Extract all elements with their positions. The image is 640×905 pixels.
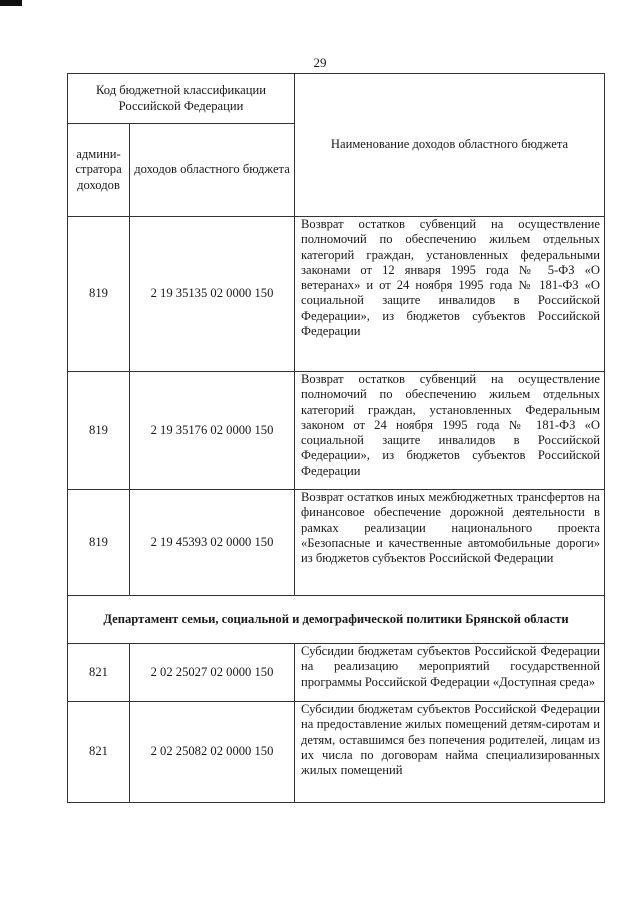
revenue-name-cell: Возврат остатков иных межбюджетных трансфертов на финансовое обеспечение дорожной деятельности в рамках реализации национального проекта «Безопасные и качественные автомобильные дороги» из бюджетов субъектов Российской Федерации	[295, 490, 605, 596]
table-row	[68, 490, 605, 596]
table-row	[68, 217, 605, 372]
scan-corner-mark	[0, 0, 22, 6]
revenue-code-cell: 2 02 25082 02 0000 150	[130, 702, 295, 803]
admin-code-cell: 819	[68, 372, 130, 490]
revenue-code-cell: 2 19 45393 02 0000 150	[130, 490, 295, 596]
table-row	[68, 702, 605, 803]
revenue-name-cell: Субсидии бюджетам субъектов Российской Федерации на предоставление жилых помещений детям-сиротам и детям, оставшимся без попечения родителей, лицам из их числа по договорам найма специализированных жилых помещений	[295, 702, 605, 803]
header-code-group: Код бюджетной классификации Российской Федерации	[68, 74, 295, 124]
admin-code-cell: 821	[68, 702, 130, 803]
revenue-code-cell: 2 19 35135 02 0000 150	[130, 217, 295, 372]
revenue-code-cell: 2 19 35176 02 0000 150	[130, 372, 295, 490]
admin-code-cell: 819	[68, 490, 130, 596]
table-header-row	[68, 74, 605, 124]
budget-classification-table	[67, 73, 605, 803]
revenue-code-cell: 2 02 25027 02 0000 150	[130, 644, 295, 702]
admin-code-cell: 819	[68, 217, 130, 372]
header-name-column: Наименование доходов областного бюджета	[295, 74, 605, 217]
section-title: Департамент семьи, социальной и демографической политики Брянской области	[68, 596, 605, 644]
admin-code-cell: 821	[68, 644, 130, 702]
table-row	[68, 372, 605, 490]
section-row	[68, 596, 605, 644]
revenue-name-cell: Возврат остатков субвенций на осуществление полномочий по обеспечению жильем отдельных категорий граждан, установленных федеральными законами от 12 января 1995 года № 5-ФЗ «О ветеранах» и от 24 ноября 1995 года № 181-ФЗ «О социальной защите инвалидов в Российской Федерации», из бюджетов субъектов Российской Федерации	[295, 217, 605, 372]
page-number: 29	[313, 55, 327, 70]
header-revenue-column: доходов областного бюджета	[130, 124, 295, 217]
revenue-name-cell: Субсидии бюджетам субъектов Российской Федерации на реализацию мероприятий государственной программы Российской Федерации «Доступная среда»	[295, 644, 605, 702]
header-administrator-column: админи-стратора доходов	[68, 124, 130, 217]
revenue-name-cell: Возврат остатков субвенций на осуществление полномочий по обеспечению жильем отдельных категорий граждан, установленных Федеральным законом от 24 ноября 1995 года № 181-ФЗ «О социальной защите инвалидов в Российской Федерации», из бюджетов субъектов Российской Федерации	[295, 372, 605, 490]
table-row	[68, 644, 605, 702]
